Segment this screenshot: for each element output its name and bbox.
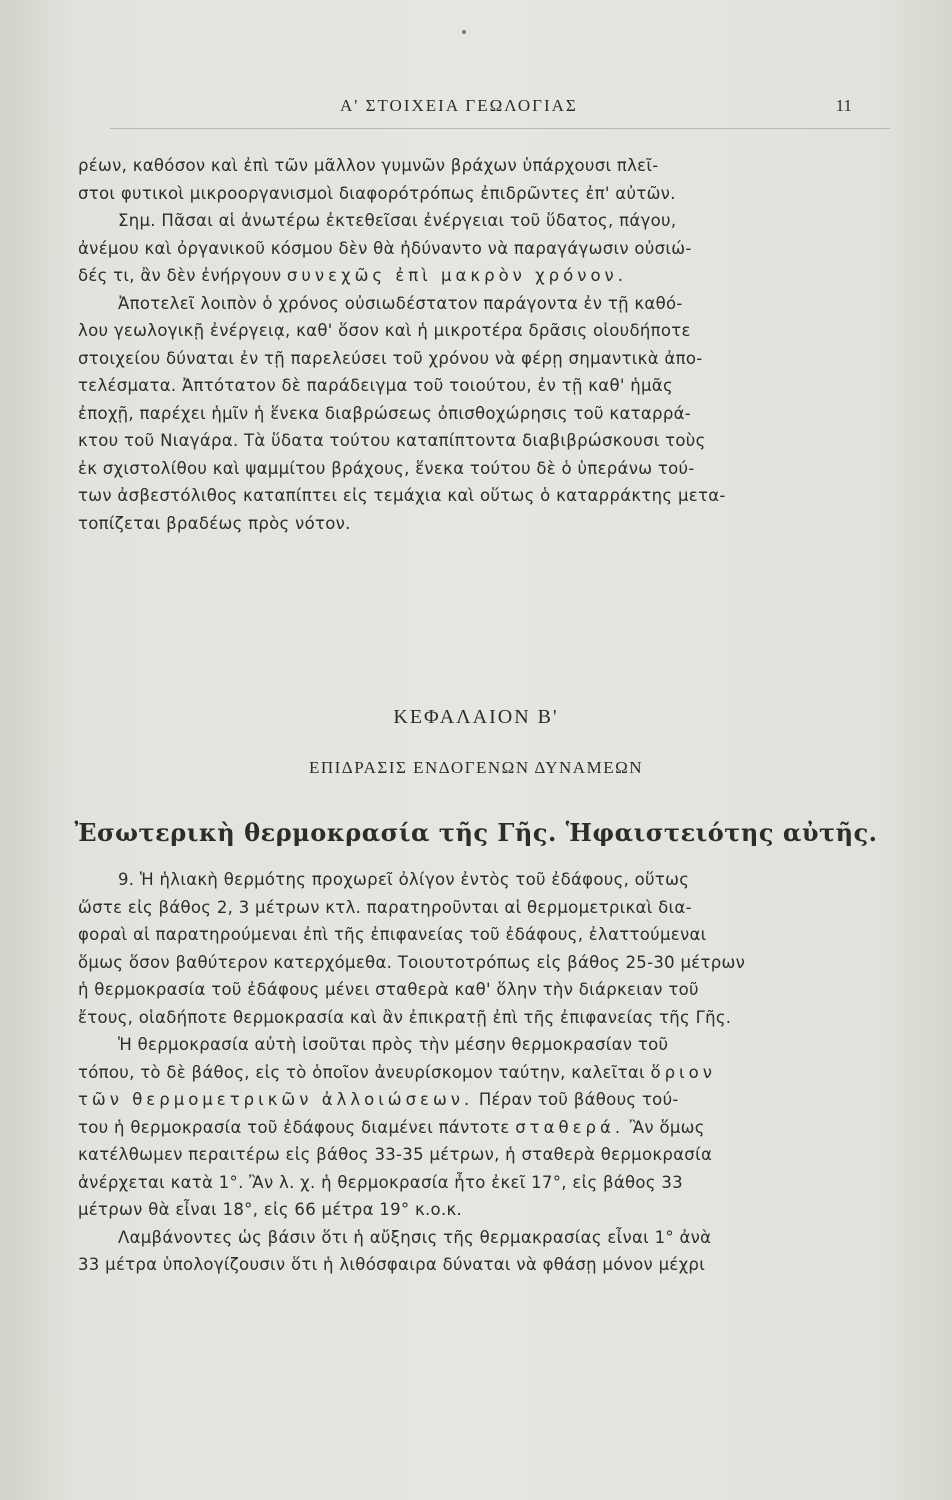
text-line: Ἀποτελεῖ λοιπὸν ὁ χρόνος οὐσιωδέστατον παράγοντα ἐν τῇ καθό- [118,293,683,313]
text-run: Ἂν ὅμως [629,1117,705,1137]
page-number: 11 [835,96,852,115]
text-run: τόπου, τὸ δὲ βάθος, εἰς τὸ ὁποῖον ἀνευρίσκομον ταύτην, καλεῖται [78,1062,645,1082]
text-line: φοραὶ αἱ παρατηρούμεναι ἐπὶ τῆς ἐπιφανείας τοῦ ἐδάφους, ἐλαττούμεναι [78,925,707,944]
text-line: ἀνέρχεται κατὰ 1°. Ἂν λ. χ. ἡ θερμοκρασία ἦτο ἐκεῖ 17°, εἰς βάθος 33 [78,1172,683,1192]
top-paragraphs [78,152,898,537]
text-line: ἡ θερμοκρασία τοῦ ἐδάφους μένει σταθερὰ καθ' ὅλην τὴν διάρκειαν τοῦ [78,980,699,999]
text-line: κτου τοῦ Νιαγάρα. Τὰ ὕδατα τούτου καταπίπτοντα διαβιβρώσκουσι τοὺς [78,431,706,450]
text-line: των ἀσβεστόλιθος καταπίπτει εἰς τεμάχια καὶ οὕτως ὁ καταρράκτης μετα- [78,486,726,505]
text-run: Πέραν τοῦ βάθους τού- [478,1090,679,1109]
text-line: τοπίζεται βραδέως πρὸς νότον. [78,513,351,533]
emphasized-text: ὅριον [650,1062,716,1082]
text-line: στοι φυτικοὶ μικροοργανισμοὶ διαφορότρόπως ἐπιδρῶντες ἐπ' αὐτῶν. [78,183,676,203]
text-line: 33 μέτρα ὑπολογίζουσιν ὅτι ἡ λιθόσφαιρα δύναται νὰ φθάσῃ μόνον μέχρι [78,1255,706,1274]
section-heading: Ἐσωτερικὴ θερμοκρασία τῆς Γῆς. Ἡφαιστειότης αὐτῆς. [74,818,878,847]
chapter-subtitle: ΕΠΙΔΡΑΣΙΣ ΕΝΔΟΓΕΝΩΝ ΔΥΝΑΜΕΩΝ [308,758,643,777]
bottom-paragraphs [78,866,908,1279]
text-line: ἔτους, οἱαδήποτε θερμοκρασία καὶ ἂν ἐπικρατῇ ἐπὶ τῆς ἐπιφανείας τῆς Γῆς. [78,1007,732,1027]
text-line [78,1114,908,1142]
emphasized-text: σταθερά. [515,1117,625,1137]
text-line [78,262,898,290]
text-run: του ἡ θερμοκρασία τοῦ ἐδάφους διαμένει πάντοτε [78,1117,510,1137]
emphasized-text: τῶν θερμομετρικῶν ἀλλοιώσεων. [78,1090,474,1109]
text-line [78,1086,908,1114]
text-line: Σημ. Πᾶσαι αἱ ἀνωτέρω ἐκτεθεῖσαι ἐνέργειαι τοῦ ὕδατος, πάγου, [118,211,677,230]
text-line: λου γεωλογικῇ ἐνέργειᾳ, καθ' ὅσον καὶ ἡ μικροτέρα δρᾶσις οἱουδήποτε [78,321,691,340]
text-line: ἐκ σχιστολίθου καὶ ψαμμίτου βράχους, ἕνεκα τούτου δὲ ὁ ὑπεράνω τού- [78,458,695,478]
text-line: 9. Ἡ ἡλιακὴ θερμότης προχωρεῖ ὀλίγον ἐντὸς τοῦ ἐδάφους, οὕτως [118,870,690,889]
text-line: κατέλθωμεν περαιτέρω εἰς βάθος 33-35 μέτρων, ἡ σταθερὰ θερμοκρασία [78,1145,713,1164]
text-run: δές τι, ἂν δὲν ἐνήργουν [78,266,282,285]
text-line: ρέων, καθόσον καὶ ἐπὶ τῶν μᾶλλον γυμνῶν βράχων ὑπάρχουσι πλεῖ- [78,156,659,175]
text-line: Λαμβάνοντες ὡς βάσιν ὅτι ἡ αὔξησις τῆς θερμακρασίας εἶναι 1° ἀνὰ [118,1227,712,1247]
text-line: στοιχείου δύναται ἐν τῇ παρελεύσει τοῦ χρόνου νὰ φέρῃ σημαντικὰ ἀπο- [78,348,703,368]
text-line: τελέσματα. Ἀπτότατον δὲ παράδειγμα τοῦ τοιούτου, ἐν τῇ καθ' ἡμᾶς [78,376,673,395]
chapter-title: ΚΕΦΑΛΑΙΟΝ Β' [393,706,559,728]
text-line: ὅμως ὅσον βαθύτερον κατερχόμεθα. Τοιουτοτρόπως εἰς βάθος 25-30 μέτρων [78,952,746,972]
emphasized-text: συνεχῶς ἐπὶ μακρὸν χρόνον. [286,266,628,285]
text-line: ἐποχῇ, παρέχει ἡμῖν ἡ ἕνεκα διαβρώσεως ὀπισθοχώρησις τοῦ καταρρά- [78,403,692,423]
running-header: Α' ΣΤΟΙΧΕΙΑ ΓΕΩΛΟΓΙΑΣ [340,96,578,115]
text-line [78,1059,908,1087]
header-rule [110,128,890,129]
text-line: Ἡ θερμοκρασία αὐτὴ ἰσοῦται πρὸς τὴν μέσην θερμοκρασίαν τοῦ [118,1035,669,1054]
text-line: ὥστε εἰς βάθος 2, 3 μέτρων κτλ. παρατηροῦνται αἱ θερμομετρικαὶ δια- [78,897,692,917]
printer-mark [462,30,466,34]
text-line: μέτρων θὰ εἶναι 18°, εἰς 66 μέτρα 19° κ.ο.κ. [78,1200,463,1219]
text-line: ἀνέμου καὶ ὀργανικοῦ κόσμου δὲν θὰ ἠδύναντο νὰ παραγάγωσιν οὐσιώ- [78,238,692,258]
